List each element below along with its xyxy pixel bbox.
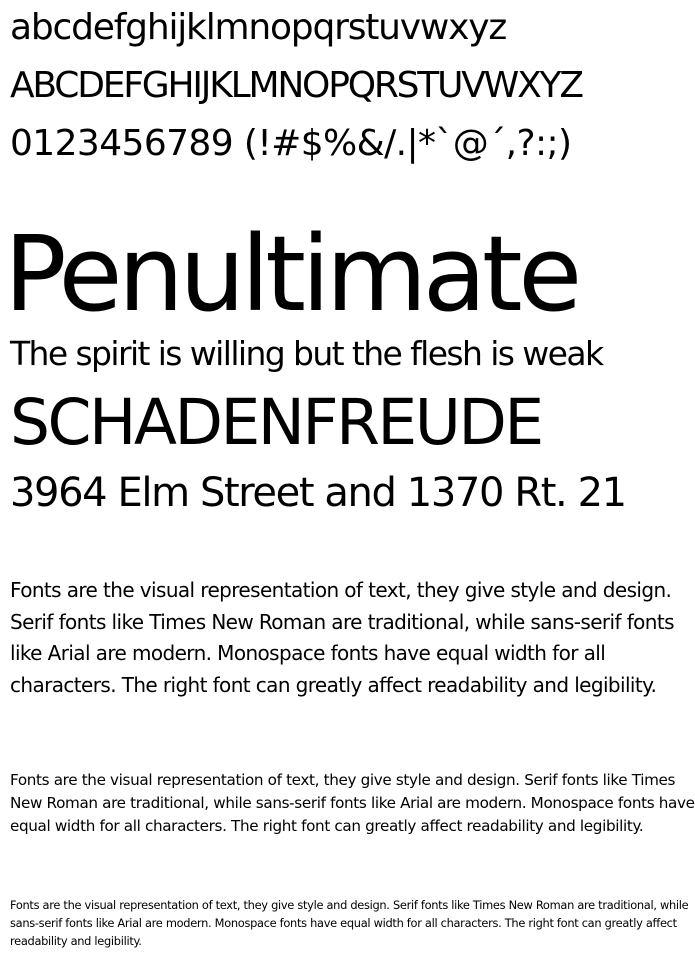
caps-word: SCHADENFREUDE [10, 386, 542, 459]
sample-sentence: The spirit is willing but the flesh is weak [10, 334, 603, 373]
lowercase-alphabet: abcdefghijklmnopqrstuvwxyz [10, 7, 507, 48]
paragraph-small: Fonts are the visual representation of text, they give style and design. Serif fonts like Times New Roman are traditional, while sans-serif fonts like Arial are modern. Monospace fonts have equal width for all characters. The right font can greatly affect readability and legibility. [10, 898, 689, 948]
digits-and-symbols: 0123456789 (!#$%&/.|*`@´,?:;) [10, 123, 572, 164]
sample-address: 3964 Elm Street and 1370 Rt. 21 [10, 470, 626, 516]
uppercase-alphabet: ABCDEFGHIJKLMNOPQRSTUVWXYZ [10, 65, 582, 106]
display-word: Penultimate [4, 213, 578, 335]
paragraph-large: Fonts are the visual representation of text, they give style and design. Serif fonts like Times New Roman are traditional, while sans-serif fonts like Arial are modern. Monospace fonts have equal width for all characters. The right font can greatly affect readability and legibility. [10, 578, 674, 697]
paragraph-medium: Fonts are the visual representation of text, they give style and design. Serif fonts like Times New Roman are traditional, while sans-serif fonts like Arial are modern. Monospace fonts have equal width for all characters. The right font can greatly affect readability and legibility. [10, 771, 695, 836]
